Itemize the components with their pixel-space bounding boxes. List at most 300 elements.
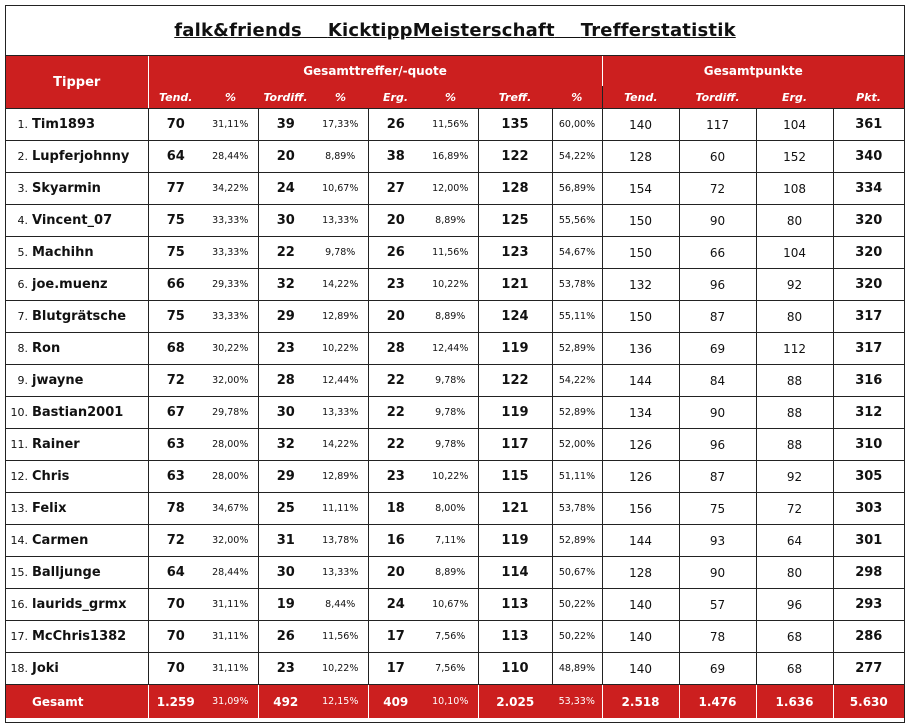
cell-treff-pct: 54,67% xyxy=(552,237,602,269)
cell-tipper xyxy=(6,205,148,237)
cell-tordiff-pct: 14,22% xyxy=(313,429,368,461)
rank-number: 15. xyxy=(10,566,28,579)
subheader: % xyxy=(552,86,602,109)
cell-treff: 123 xyxy=(478,237,552,269)
cell-erg-pct: 16,89% xyxy=(423,141,478,173)
cell-tend: 75 xyxy=(148,301,203,333)
cell-treff-pct: 54,22% xyxy=(552,365,602,397)
cell-tordiff: 23 xyxy=(258,653,313,685)
cell-treff-pct: 50,22% xyxy=(552,589,602,621)
cell-treff: 128 xyxy=(478,173,552,205)
cell-tipper xyxy=(6,589,148,621)
cell-tordiff-pct: 9,78% xyxy=(313,237,368,269)
cell-points-total: 317 xyxy=(833,333,904,365)
cell-erg: 17 xyxy=(368,621,423,653)
cell-treff: 125 xyxy=(478,205,552,237)
total-tend-pct: 31,09% xyxy=(203,685,258,719)
cell-points-total: 305 xyxy=(833,461,904,493)
table-row xyxy=(6,621,904,653)
cell-points-erg: 92 xyxy=(756,461,833,493)
cell-tordiff: 29 xyxy=(258,301,313,333)
rank-number: 4. xyxy=(17,214,28,227)
cell-tipper xyxy=(6,429,148,461)
cell-tend-pct: 28,00% xyxy=(203,429,258,461)
cell-tordiff: 32 xyxy=(258,269,313,301)
cell-tend: 66 xyxy=(148,269,203,301)
cell-erg-pct: 7,56% xyxy=(423,621,478,653)
subheader: Pkt. xyxy=(833,86,904,109)
cell-points-erg: 88 xyxy=(756,397,833,429)
cell-points-tend: 144 xyxy=(602,365,679,397)
cell-erg-pct: 7,56% xyxy=(423,653,478,685)
cell-points-tordiff: 96 xyxy=(679,429,756,461)
cell-erg-pct: 8,89% xyxy=(423,301,478,333)
cell-tordiff-pct: 13,78% xyxy=(313,525,368,557)
cell-tipper xyxy=(6,557,148,589)
cell-points-total: 301 xyxy=(833,525,904,557)
cell-treff-pct: 52,89% xyxy=(552,397,602,429)
cell-tordiff-pct: 17,33% xyxy=(313,109,368,141)
cell-treff: 135 xyxy=(478,109,552,141)
cell-tend: 63 xyxy=(148,429,203,461)
table-row xyxy=(6,237,904,269)
cell-tend-pct: 30,22% xyxy=(203,333,258,365)
cell-tipper xyxy=(6,301,148,333)
cell-points-tend: 140 xyxy=(602,589,679,621)
cell-tordiff: 24 xyxy=(258,173,313,205)
cell-tend-pct: 28,44% xyxy=(203,141,258,173)
subheader: % xyxy=(203,86,258,109)
rank-number: 18. xyxy=(10,662,28,675)
cell-points-tend: 150 xyxy=(602,237,679,269)
table-row xyxy=(6,429,904,461)
cell-points-tend: 150 xyxy=(602,301,679,333)
cell-points-tordiff: 87 xyxy=(679,461,756,493)
cell-points-total: 303 xyxy=(833,493,904,525)
cell-erg-pct: 10,67% xyxy=(423,589,478,621)
rank-number: 13. xyxy=(10,502,28,515)
total-erg-pct: 10,10% xyxy=(423,685,478,719)
cell-erg-pct: 9,78% xyxy=(423,429,478,461)
total-tordiff-pct: 12,15% xyxy=(313,685,368,719)
cell-tordiff: 30 xyxy=(258,397,313,429)
cell-erg: 20 xyxy=(368,301,423,333)
cell-points-erg: 96 xyxy=(756,589,833,621)
title-group-name: falk&friends xyxy=(174,20,302,41)
cell-points-total: 320 xyxy=(833,269,904,301)
title-competition: KicktippMeisterschaft xyxy=(327,20,555,41)
cell-points-erg: 104 xyxy=(756,237,833,269)
cell-points-total: 298 xyxy=(833,557,904,589)
tipper-name: Blutgrätsche xyxy=(32,309,127,324)
cell-tordiff-pct: 13,33% xyxy=(313,397,368,429)
tipper-name: Skyarmin xyxy=(32,181,101,196)
cell-treff: 122 xyxy=(478,141,552,173)
cell-points-tend: 136 xyxy=(602,333,679,365)
rank-number: 3. xyxy=(17,182,28,195)
table-row xyxy=(6,365,904,397)
cell-points-tordiff: 72 xyxy=(679,173,756,205)
cell-tipper xyxy=(6,333,148,365)
totals-row xyxy=(6,685,904,719)
cell-points-tend: 154 xyxy=(602,173,679,205)
cell-treff: 113 xyxy=(478,589,552,621)
cell-tend-pct: 29,78% xyxy=(203,397,258,429)
table-row xyxy=(6,205,904,237)
cell-tipper xyxy=(6,237,148,269)
cell-tipper xyxy=(6,397,148,429)
cell-tordiff: 28 xyxy=(258,365,313,397)
cell-erg-pct: 12,00% xyxy=(423,173,478,205)
cell-points-total: 340 xyxy=(833,141,904,173)
cell-points-tordiff: 84 xyxy=(679,365,756,397)
cell-tend-pct: 33,33% xyxy=(203,301,258,333)
rank-number: 17. xyxy=(10,630,28,643)
cell-points-total: 361 xyxy=(833,109,904,141)
cell-tordiff: 29 xyxy=(258,461,313,493)
table-row xyxy=(6,525,904,557)
cell-points-erg: 64 xyxy=(756,525,833,557)
cell-points-tordiff: 57 xyxy=(679,589,756,621)
cell-points-erg: 88 xyxy=(756,365,833,397)
cell-treff-pct: 53,78% xyxy=(552,269,602,301)
totals-label: Gesamt xyxy=(6,685,148,719)
cell-tend: 70 xyxy=(148,109,203,141)
cell-treff-pct: 55,56% xyxy=(552,205,602,237)
cell-erg: 16 xyxy=(368,525,423,557)
cell-tordiff: 23 xyxy=(258,333,313,365)
cell-tipper xyxy=(6,525,148,557)
subheader: % xyxy=(423,86,478,109)
tipper-name: Tim1893 xyxy=(32,117,96,132)
cell-erg-pct: 8,89% xyxy=(423,205,478,237)
stats-table xyxy=(6,56,904,718)
table-row xyxy=(6,173,904,205)
rank-number: 7. xyxy=(17,310,28,323)
cell-points-tend: 156 xyxy=(602,493,679,525)
cell-tordiff-pct: 8,89% xyxy=(313,141,368,173)
cell-erg-pct: 7,11% xyxy=(423,525,478,557)
cell-points-erg: 88 xyxy=(756,429,833,461)
cell-tordiff-pct: 10,22% xyxy=(313,653,368,685)
cell-treff: 119 xyxy=(478,525,552,557)
cell-points-erg: 152 xyxy=(756,141,833,173)
subheader: Tordiff. xyxy=(679,86,756,109)
rank-number: 2. xyxy=(17,150,28,163)
cell-erg: 22 xyxy=(368,429,423,461)
header-tipper: Tipper xyxy=(6,56,148,109)
cell-points-tend: 134 xyxy=(602,397,679,429)
rank-number: 1. xyxy=(17,118,28,131)
cell-tipper xyxy=(6,109,148,141)
cell-tend: 72 xyxy=(148,525,203,557)
cell-erg: 23 xyxy=(368,269,423,301)
cell-tend: 72 xyxy=(148,365,203,397)
subheader: Tordiff. xyxy=(258,86,313,109)
tipper-name: Rainer xyxy=(32,437,80,452)
table-body xyxy=(6,109,904,685)
total-points-erg: 1.636 xyxy=(756,685,833,719)
cell-tend: 67 xyxy=(148,397,203,429)
cell-tipper xyxy=(6,621,148,653)
cell-points-total: 286 xyxy=(833,621,904,653)
cell-points-total: 320 xyxy=(833,237,904,269)
cell-treff: 124 xyxy=(478,301,552,333)
cell-points-tend: 140 xyxy=(602,621,679,653)
tipper-name: joe.muenz xyxy=(32,277,108,292)
cell-points-tend: 150 xyxy=(602,205,679,237)
cell-points-total: 293 xyxy=(833,589,904,621)
cell-tordiff: 26 xyxy=(258,621,313,653)
cell-tend-pct: 29,33% xyxy=(203,269,258,301)
cell-points-tordiff: 117 xyxy=(679,109,756,141)
cell-points-erg: 80 xyxy=(756,301,833,333)
cell-treff-pct: 51,11% xyxy=(552,461,602,493)
tipper-name: McChris1382 xyxy=(32,629,127,644)
table-row xyxy=(6,109,904,141)
cell-tend-pct: 28,00% xyxy=(203,461,258,493)
cell-treff-pct: 52,89% xyxy=(552,525,602,557)
subheader: Erg. xyxy=(368,86,423,109)
cell-points-erg: 108 xyxy=(756,173,833,205)
cell-tordiff-pct: 8,44% xyxy=(313,589,368,621)
cell-tend: 78 xyxy=(148,493,203,525)
table-row xyxy=(6,557,904,589)
cell-treff: 114 xyxy=(478,557,552,589)
cell-treff: 117 xyxy=(478,429,552,461)
cell-tend-pct: 32,00% xyxy=(203,525,258,557)
cell-erg: 26 xyxy=(368,109,423,141)
cell-treff: 121 xyxy=(478,493,552,525)
cell-points-erg: 72 xyxy=(756,493,833,525)
table-row xyxy=(6,269,904,301)
cell-erg: 27 xyxy=(368,173,423,205)
tipper-name: Chris xyxy=(32,469,70,484)
cell-points-erg: 92 xyxy=(756,269,833,301)
cell-tend: 70 xyxy=(148,621,203,653)
cell-points-tend: 132 xyxy=(602,269,679,301)
cell-treff-pct: 50,22% xyxy=(552,621,602,653)
cell-erg: 24 xyxy=(368,589,423,621)
cell-tordiff-pct: 12,89% xyxy=(313,301,368,333)
cell-tordiff-pct: 14,22% xyxy=(313,269,368,301)
cell-tend-pct: 33,33% xyxy=(203,237,258,269)
cell-tend-pct: 28,44% xyxy=(203,557,258,589)
cell-tordiff-pct: 11,11% xyxy=(313,493,368,525)
cell-points-tordiff: 69 xyxy=(679,333,756,365)
tipper-name: Carmen xyxy=(32,533,89,548)
tipper-name: Lupferjohnny xyxy=(32,149,130,164)
cell-erg-pct: 11,56% xyxy=(423,237,478,269)
cell-tordiff-pct: 11,56% xyxy=(313,621,368,653)
page-title xyxy=(6,6,904,56)
cell-points-tend: 144 xyxy=(602,525,679,557)
cell-tipper xyxy=(6,173,148,205)
cell-points-tordiff: 90 xyxy=(679,557,756,589)
cell-treff-pct: 54,22% xyxy=(552,141,602,173)
cell-erg: 22 xyxy=(368,365,423,397)
cell-points-total: 320 xyxy=(833,205,904,237)
tipper-name: Vincent_07 xyxy=(32,213,113,228)
cell-tordiff-pct: 10,67% xyxy=(313,173,368,205)
cell-tend-pct: 31,11% xyxy=(203,109,258,141)
cell-erg-pct: 8,89% xyxy=(423,557,478,589)
table-row xyxy=(6,653,904,685)
cell-erg-pct: 12,44% xyxy=(423,333,478,365)
table-row xyxy=(6,141,904,173)
rank-number: 10. xyxy=(10,406,28,419)
cell-tend: 70 xyxy=(148,653,203,685)
cell-points-erg: 112 xyxy=(756,333,833,365)
cell-erg-pct: 10,22% xyxy=(423,461,478,493)
cell-tend: 64 xyxy=(148,141,203,173)
cell-tipper xyxy=(6,365,148,397)
cell-erg-pct: 9,78% xyxy=(423,397,478,429)
total-treff: 2.025 xyxy=(478,685,552,719)
cell-tend-pct: 34,67% xyxy=(203,493,258,525)
cell-tipper xyxy=(6,461,148,493)
rank-number: 6. xyxy=(17,278,28,291)
cell-tipper xyxy=(6,269,148,301)
cell-erg: 23 xyxy=(368,461,423,493)
tipper-name: Balljunge xyxy=(32,565,101,580)
cell-treff: 121 xyxy=(478,269,552,301)
cell-points-tend: 128 xyxy=(602,141,679,173)
cell-tordiff: 30 xyxy=(258,205,313,237)
table-row xyxy=(6,333,904,365)
cell-tend: 75 xyxy=(148,237,203,269)
cell-tordiff: 25 xyxy=(258,493,313,525)
cell-points-tordiff: 90 xyxy=(679,205,756,237)
cell-tend: 77 xyxy=(148,173,203,205)
cell-treff-pct: 55,11% xyxy=(552,301,602,333)
table-row xyxy=(6,397,904,429)
cell-points-tordiff: 60 xyxy=(679,141,756,173)
total-points: 5.630 xyxy=(833,685,904,719)
cell-treff-pct: 48,89% xyxy=(552,653,602,685)
cell-treff: 115 xyxy=(478,461,552,493)
cell-tend-pct: 33,33% xyxy=(203,205,258,237)
total-points-tend: 2.518 xyxy=(602,685,679,719)
total-points-tordiff: 1.476 xyxy=(679,685,756,719)
subheader: Tend. xyxy=(148,86,203,109)
cell-treff: 122 xyxy=(478,365,552,397)
cell-erg: 26 xyxy=(368,237,423,269)
cell-tend: 63 xyxy=(148,461,203,493)
cell-tipper xyxy=(6,493,148,525)
cell-points-tend: 126 xyxy=(602,461,679,493)
cell-treff-pct: 52,00% xyxy=(552,429,602,461)
rank-number: 9. xyxy=(17,374,28,387)
cell-points-erg: 80 xyxy=(756,557,833,589)
subheader: Tend. xyxy=(602,86,679,109)
cell-tordiff-pct: 12,89% xyxy=(313,461,368,493)
total-tend: 1.259 xyxy=(148,685,203,719)
table-row xyxy=(6,461,904,493)
cell-points-tend: 126 xyxy=(602,429,679,461)
cell-points-tordiff: 93 xyxy=(679,525,756,557)
cell-erg: 22 xyxy=(368,397,423,429)
cell-erg: 28 xyxy=(368,333,423,365)
cell-erg-pct: 10,22% xyxy=(423,269,478,301)
cell-treff: 119 xyxy=(478,397,552,429)
cell-tordiff-pct: 13,33% xyxy=(313,205,368,237)
cell-points-total: 310 xyxy=(833,429,904,461)
cell-treff: 119 xyxy=(478,333,552,365)
cell-tordiff: 20 xyxy=(258,141,313,173)
cell-points-erg: 68 xyxy=(756,621,833,653)
rank-number: 11. xyxy=(10,438,28,451)
cell-tend: 68 xyxy=(148,333,203,365)
subheader: Treff. xyxy=(478,86,552,109)
cell-erg: 20 xyxy=(368,205,423,237)
cell-points-total: 312 xyxy=(833,397,904,429)
cell-points-tordiff: 66 xyxy=(679,237,756,269)
cell-points-tordiff: 96 xyxy=(679,269,756,301)
cell-points-total: 277 xyxy=(833,653,904,685)
cell-tend: 64 xyxy=(148,557,203,589)
cell-tend-pct: 31,11% xyxy=(203,621,258,653)
cell-tend: 75 xyxy=(148,205,203,237)
cell-tend: 70 xyxy=(148,589,203,621)
header-group-hits: Gesamttreffer/-quote xyxy=(148,56,602,86)
cell-tordiff: 19 xyxy=(258,589,313,621)
cell-points-tordiff: 78 xyxy=(679,621,756,653)
cell-tordiff-pct: 12,44% xyxy=(313,365,368,397)
cell-erg: 17 xyxy=(368,653,423,685)
cell-tipper xyxy=(6,141,148,173)
cell-points-tend: 140 xyxy=(602,109,679,141)
tipper-name: Machihn xyxy=(32,245,94,260)
total-treff-pct: 53,33% xyxy=(552,685,602,719)
cell-treff-pct: 53,78% xyxy=(552,493,602,525)
table-row xyxy=(6,589,904,621)
cell-points-tend: 128 xyxy=(602,557,679,589)
subheader: Erg. xyxy=(756,86,833,109)
tipper-name: laurids_grmx xyxy=(32,597,127,612)
rank-number: 16. xyxy=(10,598,28,611)
cell-erg: 38 xyxy=(368,141,423,173)
table-row xyxy=(6,493,904,525)
tipper-name: Felix xyxy=(32,501,67,516)
cell-tend-pct: 34,22% xyxy=(203,173,258,205)
cell-treff: 110 xyxy=(478,653,552,685)
stats-sheet xyxy=(5,5,905,723)
rank-number: 5. xyxy=(17,246,28,259)
cell-points-erg: 68 xyxy=(756,653,833,685)
cell-points-total: 317 xyxy=(833,301,904,333)
cell-erg-pct: 9,78% xyxy=(423,365,478,397)
cell-tend-pct: 32,00% xyxy=(203,365,258,397)
cell-points-tend: 140 xyxy=(602,653,679,685)
rank-number: 12. xyxy=(10,470,28,483)
cell-tipper xyxy=(6,653,148,685)
cell-tend-pct: 31,11% xyxy=(203,589,258,621)
rank-number: 8. xyxy=(17,342,28,355)
cell-points-tordiff: 69 xyxy=(679,653,756,685)
cell-tordiff: 30 xyxy=(258,557,313,589)
cell-erg: 20 xyxy=(368,557,423,589)
cell-tordiff: 22 xyxy=(258,237,313,269)
total-erg: 409 xyxy=(368,685,423,719)
cell-erg: 18 xyxy=(368,493,423,525)
tipper-name: Bastian2001 xyxy=(32,405,124,420)
cell-treff-pct: 60,00% xyxy=(552,109,602,141)
cell-tordiff-pct: 13,33% xyxy=(313,557,368,589)
cell-erg-pct: 8,00% xyxy=(423,493,478,525)
cell-points-tordiff: 75 xyxy=(679,493,756,525)
tipper-name: Joki xyxy=(32,661,59,676)
